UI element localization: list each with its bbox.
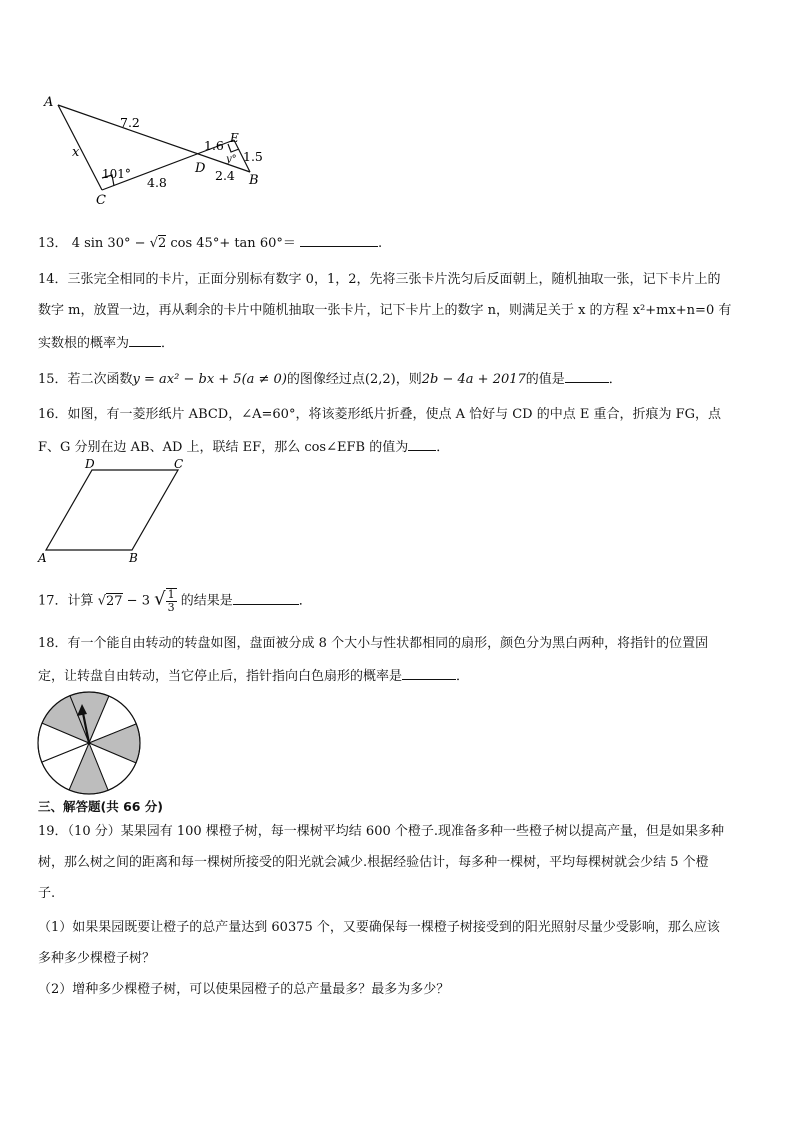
rhombus-abcd <box>46 470 178 550</box>
q16-line1: 16．如图，有一菱形纸片 ABCD，∠A=60°，将该菱形纸片折叠，使点 A 恰好与 CD 的中点 E 重合，折痕为 FG，点 <box>38 407 722 422</box>
q15-pre: 15．若二次函数 <box>38 372 133 387</box>
label-x: x <box>72 145 80 160</box>
q17-fraction <box>166 588 177 614</box>
q17-sqrt-sign: √ <box>97 593 106 609</box>
question-16-line2 <box>38 436 449 458</box>
label-e: E <box>230 131 239 145</box>
label-length-eb: 1.5 <box>243 149 263 164</box>
q17-frac-den: 3 <box>167 601 175 614</box>
q14-answer-blank[interactable] <box>129 332 161 347</box>
label-length-de: 1.6 <box>204 138 224 153</box>
q17-pre: 17．计算 <box>38 593 94 609</box>
triangle-figure <box>38 92 278 210</box>
q15-mid2: ，则 <box>395 372 422 387</box>
label-c: C <box>96 193 106 208</box>
section-header-3: 三、解答题(共 66 分) <box>38 799 164 814</box>
q19-line2: 树，那么树之间的距离和每一棵树所接受的阳光就会减少.根据经验估计，每多种一棵树，平均每棵树就会少结 5 个橙 <box>38 855 709 870</box>
q13-expr-a: 4 sin 30° − <box>71 236 146 251</box>
label-length-cd: 4.8 <box>147 175 167 190</box>
q14-line3-text: 实数根的概率为 <box>38 336 130 351</box>
q17-sqrt-sign-2: √ <box>154 588 166 610</box>
q16-end: ． <box>436 440 450 455</box>
q14-line2: 数字 m，放置一边，再从剩余的卡片中随机抽取一张卡片，记下卡片上的数字 n，则满足关于 x 的方程 x²+mx+n=0 有 <box>38 303 732 318</box>
label-b: B <box>129 551 138 565</box>
q13-end: . <box>378 236 383 251</box>
q17-minus3: − 3 <box>126 593 150 609</box>
q15-mid: 的图像经过点 <box>286 372 365 387</box>
spinner-figure <box>36 690 142 796</box>
q13-answer-blank[interactable] <box>300 232 378 247</box>
question-15 <box>38 368 622 390</box>
q14-line1: 14．三张完全相同的卡片，正面分别标有数字 0，1，2，先将三张卡片洗匀后反面朝上，随机抽取一张，记下卡片上的 <box>38 272 721 287</box>
q19-sub1-line2: 多种多少棵橙子树？ <box>38 951 156 966</box>
question-17 <box>38 588 312 618</box>
label-d: D <box>195 161 206 176</box>
q19-line1: 19．（10 分）某果园有 100 棵橙子树，每一棵树平均结 600 个橙子.现准备多种一些橙子树以提高产量，但是如果多种 <box>38 824 725 839</box>
label-length-ad: 7.2 <box>120 115 140 130</box>
q13-number: 13． <box>38 236 68 251</box>
label-a: A <box>38 551 47 565</box>
label-d: D <box>85 458 95 471</box>
q15-expression: 2b − 4a + 2017 <box>421 372 526 387</box>
q15-answer-blank[interactable] <box>565 368 609 383</box>
label-length-db: 2.4 <box>215 168 235 183</box>
label-angle-y: y° <box>226 154 237 165</box>
question-13 <box>38 232 382 254</box>
q18-line2-text: 定，让转盘自由转动，当它停止后，指针指向白色扇形的概率是 <box>38 669 403 684</box>
rhombus-figure <box>36 458 196 566</box>
question-18-line2 <box>38 665 469 687</box>
q19-sub1-line1: （1）如果果园既要让橙子的总产量达到 60375 个，又要确保每一棵橙子树接受到的阳光照射尽量少受影响，那么应该 <box>38 920 720 935</box>
q17-end: ． <box>298 593 312 609</box>
q17-post: 的结果是 <box>180 593 233 609</box>
q14-end: ． <box>161 336 175 351</box>
q19-line3: 子. <box>38 886 56 901</box>
q17-frac-num: 1 <box>167 588 175 601</box>
label-c: C <box>174 458 184 471</box>
q13-sqrt-sign: √ <box>149 236 158 251</box>
q15-function: y = ax² − bx + 5(a ≠ 0) <box>132 372 287 387</box>
question-14-line3 <box>38 332 174 354</box>
label-angle-c: 101° <box>102 167 131 181</box>
q17-answer-blank[interactable] <box>233 590 299 605</box>
q16-answer-blank[interactable] <box>408 436 436 451</box>
q13-expr-b: cos 45°+ tan 60°＝ <box>170 236 296 251</box>
q18-answer-blank[interactable] <box>402 665 456 680</box>
q18-end: ． <box>456 669 470 684</box>
q17-sqrt27: 27 <box>105 593 123 609</box>
label-a: A <box>44 95 54 110</box>
q18-line1: 18．有一个能自由转动的转盘如图，盘面被分成 8 个大小与性状都相同的扇形，颜色分为黑白两种，将指针的位置固 <box>38 636 709 651</box>
q16-line2-text: F、G 分别在边 AB、AD 上，联结 EF，那么 cos∠EFB 的值为 <box>38 440 409 455</box>
q13-sqrt-arg: 2 <box>157 236 167 251</box>
q15-end: ． <box>608 372 622 387</box>
q15-point: (2,2) <box>364 372 396 387</box>
q15-post: 的值是 <box>525 372 565 387</box>
label-b: B <box>249 173 259 188</box>
q19-sub2: （2）增种多少棵橙子树，可以使果园橙子的总产量最多？最多为多少？ <box>38 982 450 997</box>
